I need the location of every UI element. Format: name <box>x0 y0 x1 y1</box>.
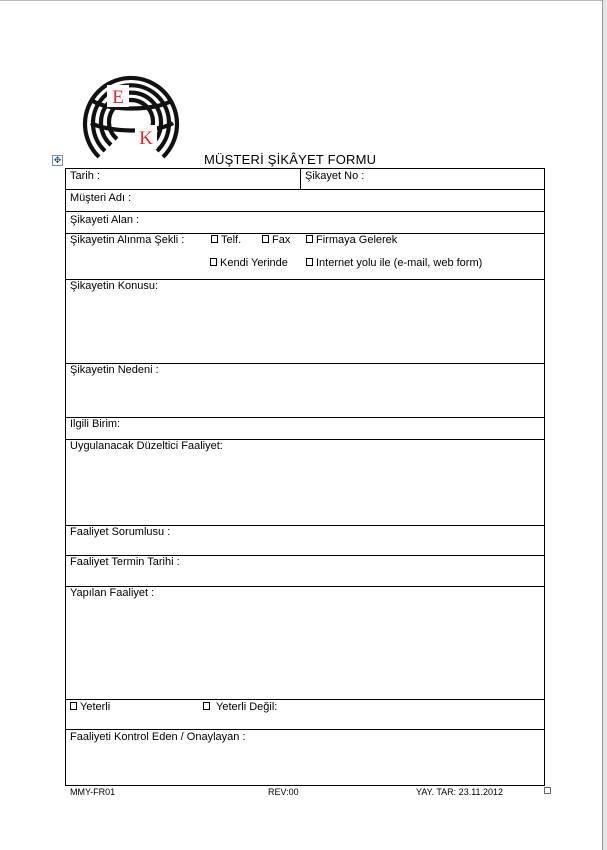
label-duzeltici-faaliyet: Uygulanacak Düzeltici Faaliyet: <box>70 440 223 452</box>
footer-revision: REV:00 <box>268 787 299 797</box>
label-kontrol-eden: Faaliyeti Kontrol Eden / Onaylayan : <box>70 731 246 743</box>
row-alinma-sekli <box>66 234 544 280</box>
label-konusu: Şikayetin Konusu: <box>70 280 159 292</box>
label-alinma-sekli: Şikayetin Alınma Şekli : <box>70 234 185 246</box>
checkbox-telf[interactable] <box>211 235 218 243</box>
label-faaliyet-sorumlusu: Faaliyet Sorumlusu : <box>70 526 171 538</box>
label-tarih: Tarih : <box>70 170 100 182</box>
option-firmaya-gelerek[interactable] <box>306 234 397 247</box>
row-yapilan-faaliyet <box>66 587 544 700</box>
logo-letter-k: K <box>139 128 153 149</box>
option-internet[interactable] <box>306 257 482 270</box>
checkbox-kendi-yerinde[interactable] <box>210 258 217 266</box>
label-nedeni: Şikayetin Nedeni : <box>70 364 159 376</box>
option-yeterli-degil-label: Yeterli Değil: <box>216 701 278 713</box>
footer-date: YAY. TAR: 23.11.2012 <box>416 787 504 797</box>
option-fax-label: Fax <box>272 234 291 246</box>
row-kontrol-eden <box>66 730 544 785</box>
option-telf[interactable] <box>211 234 241 247</box>
checkbox-yeterli-degil[interactable] <box>203 702 210 710</box>
option-fax[interactable] <box>262 234 290 247</box>
row-tarih <box>66 169 544 190</box>
option-yeterli-label: Yeterli <box>80 701 111 713</box>
row-nedeni <box>66 364 544 418</box>
form-title: MÜŞTERİ ŞİKÂYET FORMU <box>204 152 377 167</box>
table-move-handle-icon[interactable]: ✥ <box>53 155 62 165</box>
option-kendi-yerinde-label: Kendi Yerinde <box>220 257 288 269</box>
label-yapilan-faaliyet: Yapılan Faaliyet : <box>70 587 155 599</box>
label-ilgili-birim: Ilgili Birim: <box>70 418 121 430</box>
row-duzeltici-faaliyet <box>66 440 544 526</box>
row-termin-tarihi <box>66 556 544 587</box>
option-internet-label: Internet yolu ile (e-mail, web form) <box>316 257 483 269</box>
checkbox-fax[interactable] <box>262 235 269 243</box>
label-sikayeti-alan: Şikayeti Alan : <box>70 214 140 226</box>
label-sikayet-no: Şikayet No : <box>305 170 365 182</box>
label-termin-tarihi: Faaliyet Termin Tarihi : <box>70 556 180 568</box>
row-sikayeti-alan <box>66 212 544 234</box>
checkbox-internet[interactable] <box>306 258 313 266</box>
option-firmaya-gelerek-label: Firmaya Gelerek <box>316 234 398 246</box>
cell-divider <box>300 169 301 189</box>
option-yeterli[interactable] <box>70 701 110 714</box>
page-top-edge <box>0 0 602 1</box>
option-kendi-yerinde[interactable] <box>210 257 288 270</box>
option-telf-label: Telf. <box>221 234 242 246</box>
row-yeterlilik <box>66 700 544 730</box>
logo-letter-e: E <box>112 87 124 108</box>
row-musteri-adi <box>66 190 544 212</box>
footer-doc-code: MMY-FR01 <box>70 787 116 797</box>
row-ilgili-birim <box>66 418 544 440</box>
option-yeterli-degil[interactable] <box>203 701 277 714</box>
row-faaliyet-sorumlusu <box>66 526 544 556</box>
label-musteri-adi: Müşteri Adı : <box>70 192 132 204</box>
row-konusu <box>66 280 544 364</box>
company-logo <box>77 71 185 167</box>
page-right-edge <box>602 0 607 850</box>
table-resize-handle[interactable] <box>544 787 551 794</box>
checkbox-yeterli[interactable] <box>70 702 77 710</box>
checkbox-firmaya-gelerek[interactable] <box>306 235 313 243</box>
complaint-form-table <box>65 168 545 786</box>
